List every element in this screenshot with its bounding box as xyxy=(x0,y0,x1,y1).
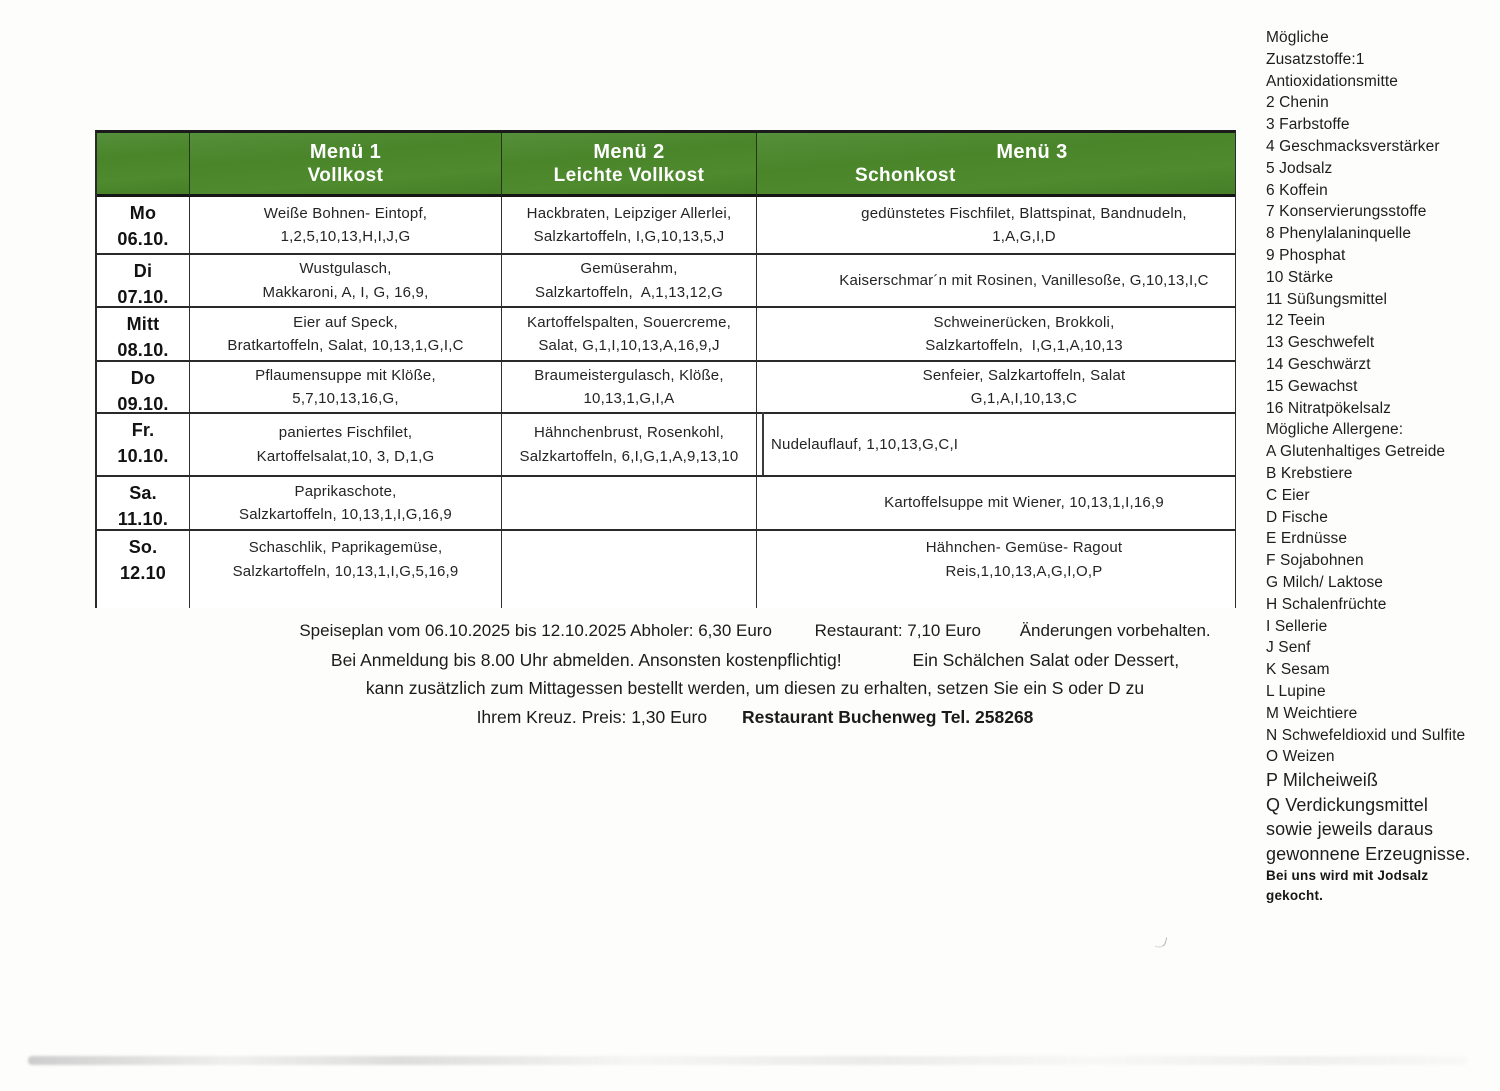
day-date: 06.10. xyxy=(117,229,169,249)
legend-note-line: gekocht. xyxy=(1266,887,1324,903)
day-date: 07.10. xyxy=(117,287,169,307)
menu-line: Bratkartoffeln, Salat, 10,13,1,G,I,C xyxy=(227,337,464,354)
legend-line: C Eier xyxy=(1266,486,1310,504)
day-date: 12.10 xyxy=(119,563,167,583)
day-label: Do xyxy=(130,368,156,388)
day-cell xyxy=(97,414,190,477)
menu-line: Reis,1,10,13,A,G,I,O,P xyxy=(945,562,1103,580)
menu2-cell xyxy=(502,531,757,608)
legend-line: P Milcheiweiß xyxy=(1266,770,1378,791)
menu2-cell xyxy=(502,477,757,531)
menu-table xyxy=(95,130,1236,608)
scan-double-border-line xyxy=(762,412,764,475)
footer-line-2 xyxy=(225,646,1285,675)
menu-line: gedünstetes Fischfilet, Blattspinat, Bandnudeln, xyxy=(861,204,1187,222)
legend-line: M Weichtiere xyxy=(1266,704,1358,722)
menu3-cell xyxy=(757,531,1235,608)
footer-restaurant-price: Restaurant: 7,10 Euro xyxy=(814,621,981,640)
day-cell xyxy=(97,362,190,414)
footer-salad-dessert-note: Ein Schälchen Salat oder Dessert, xyxy=(912,649,1180,670)
menu-line: G,1,A,I,10,13,C xyxy=(970,390,1078,407)
legend-line: 14 Geschwärzt xyxy=(1266,355,1371,373)
legend-line: N Schwefeldioxid und Sulfite xyxy=(1266,726,1466,744)
day-cell xyxy=(97,308,190,362)
menu2-cell xyxy=(502,414,757,477)
menu-line: Eier auf Speck, xyxy=(293,313,398,331)
footer-cancellation-note: Bei Anmeldung bis 8.00 Uhr abmelden. Ansonsten kostenpflichtig! xyxy=(330,649,842,670)
menu-line: Salzkartoffeln, I,G,10,13,5,J xyxy=(533,228,725,245)
legend-line: 5 Jodsalz xyxy=(1266,159,1333,177)
legend-line: 10 Stärke xyxy=(1266,268,1334,286)
legend-line: L Lupine xyxy=(1266,682,1326,700)
menu-line: Pflaumensuppe mit Klöße, xyxy=(255,366,436,384)
day-label: Mitt xyxy=(126,314,160,334)
footer-extra-price: Ihrem Kreuz. Preis: 1,30 Euro xyxy=(476,706,708,727)
legend-line: J Senf xyxy=(1266,639,1311,657)
menu-line: 1,A,G,I,D xyxy=(992,228,1056,245)
legend-line: 3 Farbstoffe xyxy=(1266,116,1350,134)
legend-line: 15 Gewachst xyxy=(1266,377,1358,395)
menu3-cell xyxy=(757,477,1235,531)
menu2-title: Menü 2 xyxy=(593,140,665,163)
menu-line: Hackbraten, Leipziger Allerlei, xyxy=(526,204,732,222)
legend-line: 11 Süßungsmittel xyxy=(1266,290,1388,308)
menu2-cell xyxy=(502,308,757,362)
legend-line: 6 Koffein xyxy=(1266,181,1328,199)
footer-line-4 xyxy=(225,703,1285,732)
day-date: 09.10. xyxy=(117,394,169,414)
menu1-cell xyxy=(190,477,502,531)
menu3-cell xyxy=(757,308,1235,362)
menu-line: Salzkartoffeln, I,G,1,A,10,13 xyxy=(925,337,1123,354)
scan-artifact-strip xyxy=(28,1056,1468,1065)
menu-line: 1,2,5,10,13,H,I,J,G xyxy=(280,228,411,245)
legend-line: Mögliche Allergene: xyxy=(1266,421,1404,439)
legend-note-line: Bei uns wird mit Jodsalz xyxy=(1266,868,1429,884)
menu1-cell xyxy=(190,197,502,255)
day-label: So. xyxy=(128,537,158,557)
menu-line: Kaiserschmar´n mit Rosinen, Vanillesoße, G,10,13,I,C xyxy=(839,271,1209,289)
header-menu2-cell xyxy=(502,133,757,197)
day-date: 10.10. xyxy=(117,446,169,466)
day-label: Di xyxy=(133,261,153,281)
day-label: Fr. xyxy=(131,420,155,440)
header-menu3-cell xyxy=(757,133,1235,197)
footer-line-3: kann zusätzlich zum Mittagessen bestellt werden, um diesen zu erhalten, setzen Sie ein S oder D zu xyxy=(365,678,1145,698)
menu-line: Salzkartoffeln, 10,13,1,I,G,16,9 xyxy=(239,506,452,523)
legend-line: A Glutenhaltiges Getreide xyxy=(1266,443,1446,461)
menu-line: Makkaroni, A, I, G, 16,9, xyxy=(262,283,429,301)
menu1-cell xyxy=(190,308,502,362)
legend-line: 16 Nitratpökelsalz xyxy=(1266,399,1391,417)
menu-line: Salzkartoffeln, A,1,13,12,G xyxy=(535,283,723,301)
menu-line: Gemüserahm, xyxy=(580,260,678,277)
day-date: 08.10. xyxy=(117,340,169,360)
header-day-cell xyxy=(97,133,190,197)
menu3-title: Menü 3 xyxy=(996,140,1068,163)
menu-line: Schaschlik, Paprikagemüse, xyxy=(248,539,443,556)
footer-price-info: Speiseplan vom 06.10.2025 bis 12.10.2025 Abholer: 6,30 Euro xyxy=(299,621,772,640)
day-label: Sa. xyxy=(129,483,157,503)
day-cell xyxy=(97,531,190,608)
menu-line: Salat, G,1,I,10,13,A,16,9,J xyxy=(538,337,720,354)
day-cell xyxy=(97,197,190,255)
legend-line: Mögliche xyxy=(1266,29,1329,46)
legend-line: 2 Chenin xyxy=(1266,94,1329,112)
footer-line-1 xyxy=(225,617,1285,646)
legend-line: Zusatzstoffe:1 xyxy=(1266,50,1365,68)
legend-line: F Sojabohnen xyxy=(1266,552,1364,570)
menu-line: Salzkartoffeln, 6,I,G,1,A,9,13,10 xyxy=(519,447,739,465)
menu-line: Kartoffelsalat,10, 3, D,1,G xyxy=(256,447,435,465)
legend-line: 13 Geschwefelt xyxy=(1266,334,1375,352)
menu1-cell xyxy=(190,531,502,608)
scan-smudge xyxy=(1155,935,1168,949)
menu2-subtitle: Leichte Vollkost xyxy=(553,164,705,186)
legend-line: B Krebstiere xyxy=(1266,464,1353,482)
legend-line: O Weizen xyxy=(1266,748,1335,766)
day-cell xyxy=(97,255,190,308)
footer-changes-note: Änderungen vorbehalten. xyxy=(1019,621,1211,640)
menu2-cell xyxy=(502,197,757,255)
menu-line: 10,13,1,G,I,A xyxy=(583,390,675,407)
menu-line: 5,7,10,13,16,G, xyxy=(292,390,399,407)
legend-line: H Schalenfrüchte xyxy=(1266,595,1387,613)
legend-line: gewonnene Erzeugnisse. xyxy=(1266,843,1471,864)
menu1-cell xyxy=(190,255,502,308)
menu-line: Paprikaschote, xyxy=(294,482,397,500)
header-menu1-cell xyxy=(190,133,502,197)
legend-line: 9 Phosphat xyxy=(1266,246,1346,264)
legend-line: G Milch/ Laktose xyxy=(1266,573,1384,591)
footer-notes xyxy=(225,617,1285,731)
menu-line: Hähnchenbrust, Rosenkohl, xyxy=(533,424,725,441)
menu-line: paniertes Fischfilet, xyxy=(278,424,413,441)
menu2-cell xyxy=(502,362,757,414)
menu3-subtitle: Schonkost xyxy=(855,164,956,186)
footer-restaurant-contact: Restaurant Buchenweg Tel. 258268 xyxy=(741,706,1034,727)
additives-allergens-legend xyxy=(1266,27,1494,905)
menu3-cell xyxy=(757,197,1235,255)
menu-line: Kartoffelsuppe mit Wiener, 10,13,1,I,16,9 xyxy=(884,494,1164,512)
menu-line: Kartoffelspalten, Souercreme, xyxy=(527,313,731,331)
legend-line: Q Verdickungsmittel xyxy=(1266,794,1428,815)
legend-line: E Erdnüsse xyxy=(1266,530,1348,548)
legend-line: K Sesam xyxy=(1266,661,1330,679)
menu3-cell xyxy=(757,362,1235,414)
day-cell xyxy=(97,477,190,531)
menu-line: Braumeistergulasch, Klöße, xyxy=(534,366,724,384)
menu1-cell xyxy=(190,362,502,414)
menu-line: Weiße Bohnen- Eintopf, xyxy=(263,204,428,222)
day-label: Mo xyxy=(129,203,157,223)
menu-line: Wustgulasch, xyxy=(299,260,392,277)
menu-line: Nudelauflauf, 1,10,13,G,C,I xyxy=(771,435,959,453)
day-date: 11.10. xyxy=(117,509,169,529)
menu1-title: Menü 1 xyxy=(309,140,382,163)
legend-line: 4 Geschmacksverstärker xyxy=(1266,137,1440,155)
menu-line: Senfeier, Salzkartoffeln, Salat xyxy=(922,366,1126,384)
menu3-cell xyxy=(757,414,1235,477)
menu2-cell xyxy=(502,255,757,308)
legend-line: 7 Konservierungsstoffe xyxy=(1266,203,1427,221)
legend-line: sowie jeweils daraus xyxy=(1266,819,1434,840)
legend-line: 12 Teein xyxy=(1266,312,1326,330)
legend-line: D Fische xyxy=(1266,508,1328,526)
menu-line: Hähnchen- Gemüse- Ragout xyxy=(925,539,1123,556)
menu1-subtitle: Vollkost xyxy=(307,164,384,186)
menu3-cell xyxy=(757,255,1235,308)
menu-line: Schweinerücken, Brokkoli, xyxy=(933,313,1115,331)
menu1-cell xyxy=(190,414,502,477)
legend-line: I Sellerie xyxy=(1266,617,1328,635)
menu-line: Salzkartoffeln, 10,13,1,I,G,5,16,9 xyxy=(232,562,459,580)
legend-line: Antioxidationsmitte xyxy=(1266,72,1398,90)
legend-line: 8 Phenylalaninquelle xyxy=(1266,225,1412,243)
